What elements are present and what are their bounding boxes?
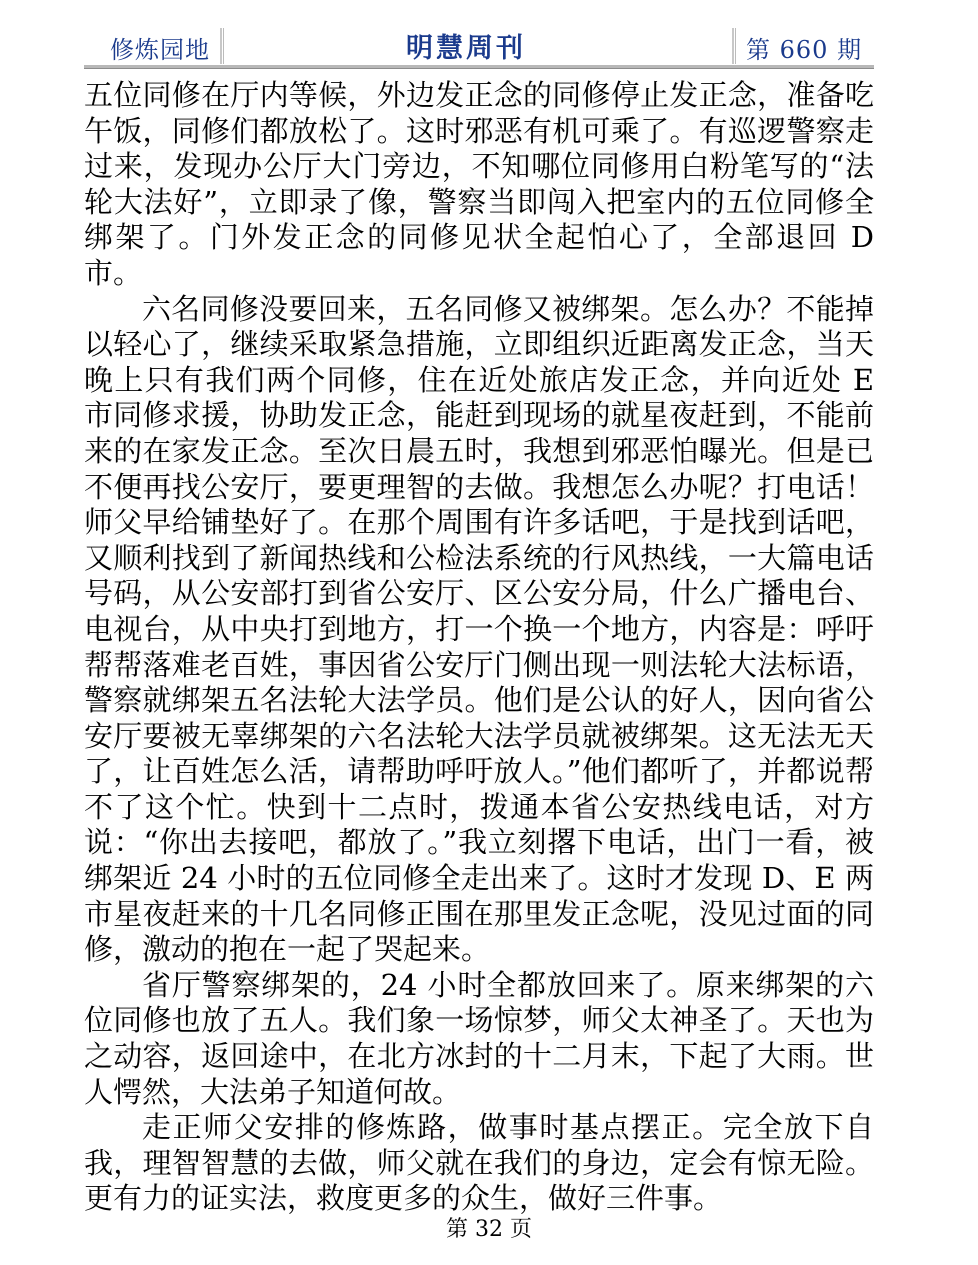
section-title: 修炼园地 [110,36,210,64]
page-header [84,22,874,68]
paragraph-2: 六名同修没要回来，五名同修又被绑架。怎么办？不能掉以轻心了，继续采取紧急措施，立即组织近距离发正念，当天晚上只有我们两个同修，住在近处旅店发正念，并向近处 E 市同修求援，协助发正念，能赶到现场的就星夜赶到，不能前来的在家发正念。至次日晨五时，我想到邪恶怕曝光。但是已不便再找公安厅，要更理智的去做。我想怎么办呢？打电话！师父早给铺垫好了。在那个周围有许多话吧，于是找到话吧，又顺利找到了新闻热线和公检法系统的行风热线，一大篇电话号码，从公安部打到省公安厅、区公安分局，什么广播电台、电视台，从中央打到地方，打一个换一个地方，内容是：呼吁帮帮落难老百姓，事因省公安厅门侧出现一则法轮大法标语，警察就绑架五名法轮大法学员。他们是公认的好人，因向省公安厅要被无辜绑架的六名法轮大法学员就被绑架。这无法无天了，让百姓怎么活，请帮助呼吁放人。”他们都听了，并都说帮不了这个忙。快到十二点时，拨通本省公安热线电话，对方说：“你出去接吧，都放了。”我立刻撂下电话，出门一看，被绑架近 24 小时的五位同修全走出来了。这时才发现 D、E 两市星夜赶来的十几名同修正围在那里发正念呢，没见过面的同修，激动的抱在一起了哭起来。 [84,291,874,967]
paragraph-4: 走正师父安排的修炼路，做事时基点摆正。完全放下自我，理智智慧的去做，师父就在我们的身边，定会有惊无险。更有力的证实法，救度更多的众生，做好三件事。 [84,1110,874,1216]
page-number: 第 32 页 [446,1217,532,1242]
publication-title: 明慧周刊 [406,33,526,64]
issue-number: 第 660 期 [746,36,863,64]
article-body [84,78,874,1217]
paragraph-1: 五位同修在厅内等候，外边发正念的同修停止发正念，准备吃午饭，同修们都放松了。这时邪恶有机可乘了。有巡逻警察走过来，发现办公厅大门旁边，不知哪位同修用白粉笔写的“法轮大法好”，立即录了像，警察当即闯入把室内的五位同修全绑架了。门外发正念的同修见状全起怕心了，全部退回 D 市。 [84,78,874,290]
header-divider-right [732,28,734,64]
header-rule [84,65,874,69]
paragraph-3: 省厅警察绑架的，24 小时全都放回来了。原来绑架的六位同修也放了五人。我们象一场惊梦，师父太神圣了。天也为之动容，返回途中，在北方冰封的十二月末，下起了大雨。世人愕然，大法弟子知道何故。 [84,967,874,1109]
header-divider-left [220,28,222,64]
